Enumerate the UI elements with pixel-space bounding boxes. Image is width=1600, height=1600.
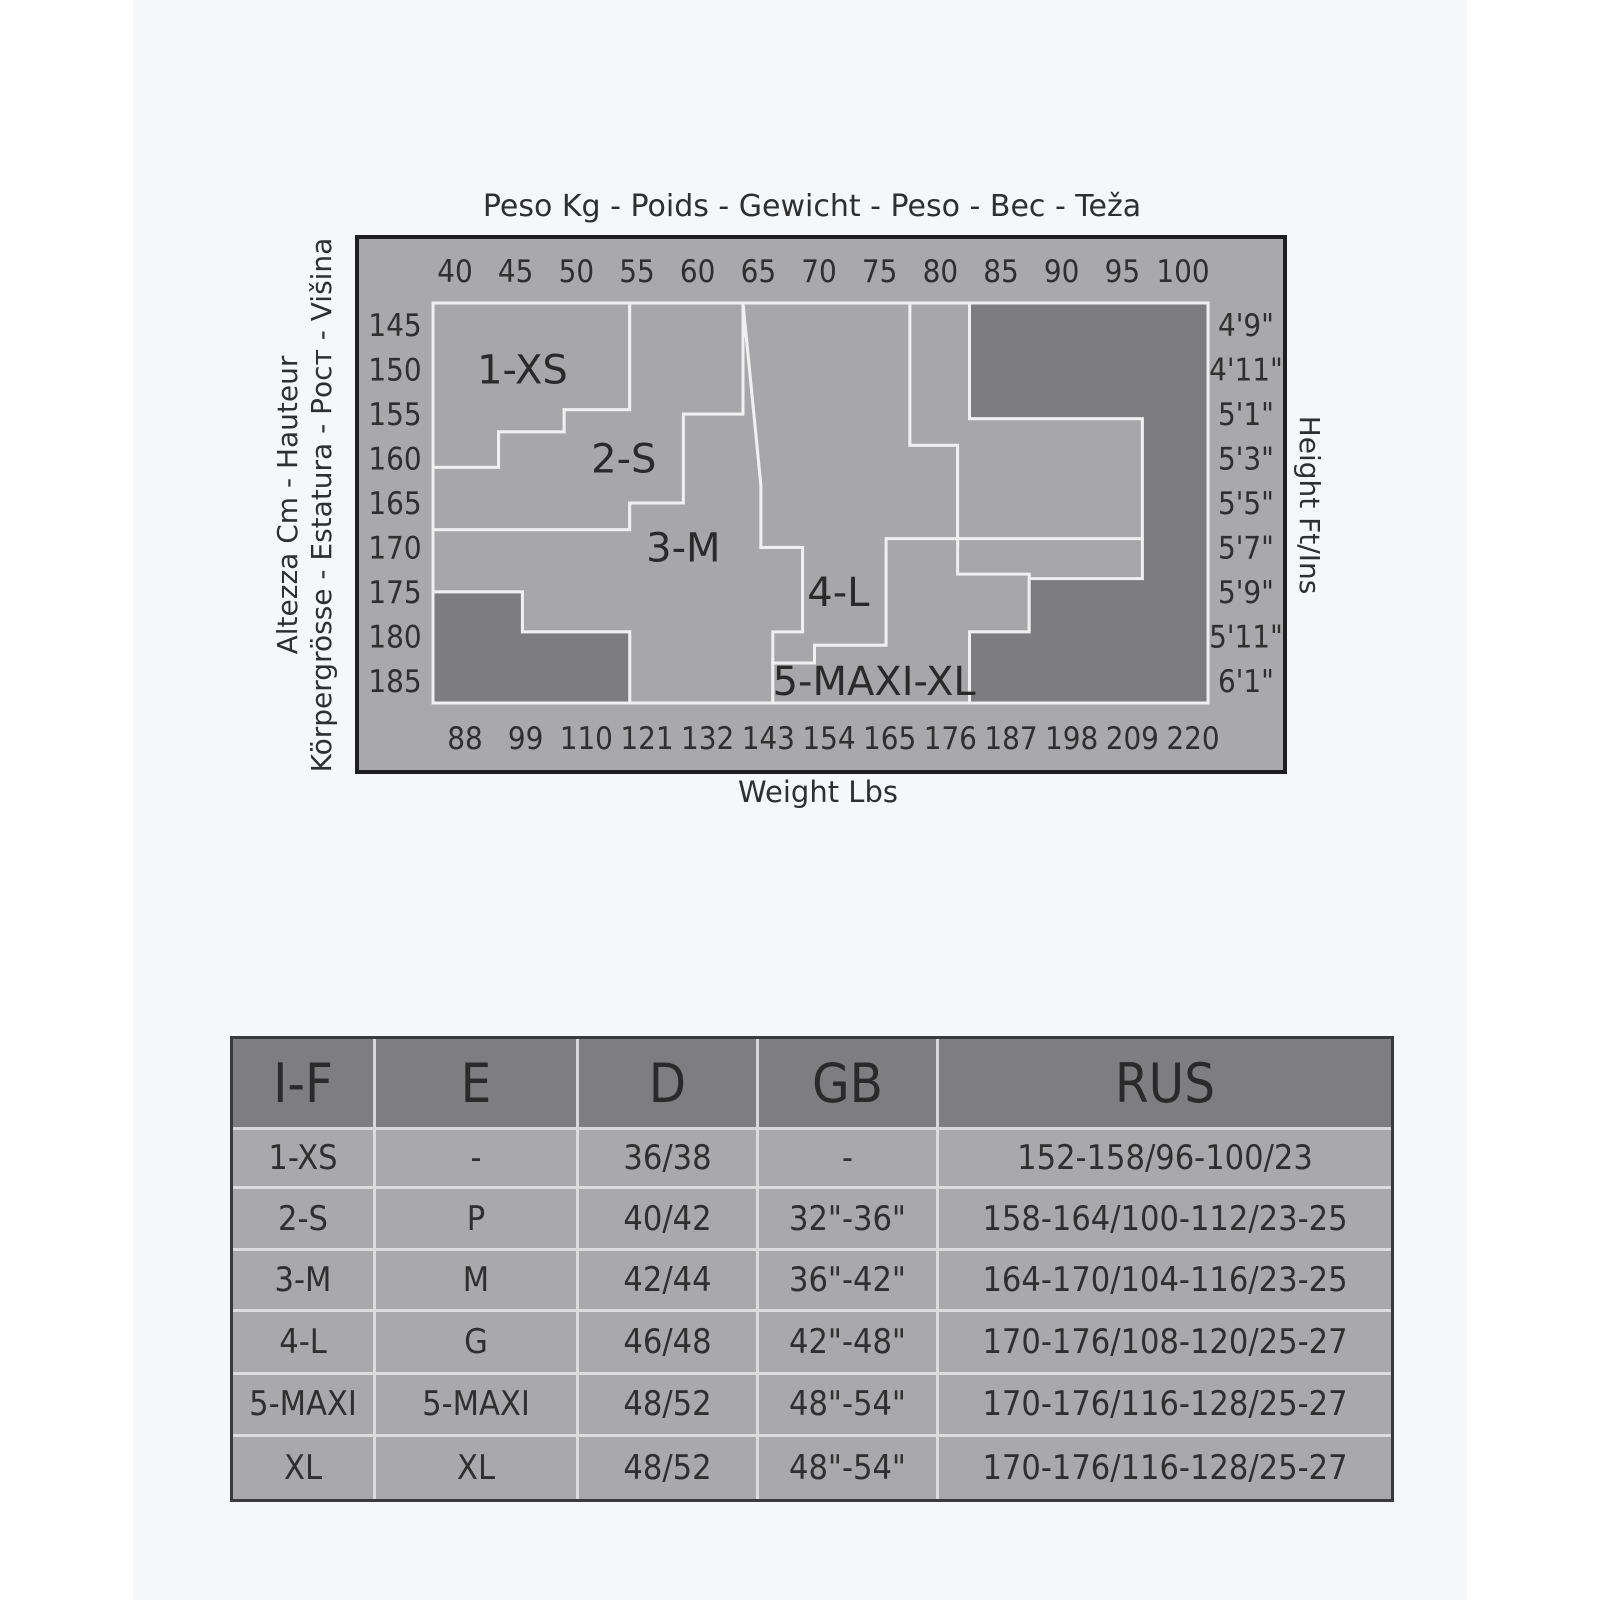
table-cell: 2-S <box>233 1189 376 1251</box>
x-tick-kg: 40 <box>437 254 473 290</box>
x-axis-label: Weight Lbs <box>738 775 898 809</box>
table-cell: - <box>376 1130 579 1189</box>
x-tick-kg: 65 <box>740 254 777 290</box>
table-cell: 48/52 <box>579 1437 759 1499</box>
table-row <box>233 1130 1391 1189</box>
table-cell: 3-M <box>233 1251 376 1312</box>
y-tick-ftin: 4'9" <box>1218 308 1274 345</box>
x-tick-kg: 90 <box>1043 254 1080 290</box>
x-tick-lbs: 121 <box>620 721 674 757</box>
table-row <box>233 1189 1391 1251</box>
table-cell: 152-158/96-100/23 <box>939 1130 1391 1189</box>
table-header-cell: D <box>579 1039 759 1130</box>
size-table <box>230 1036 1394 1502</box>
table-header-cell: GB <box>759 1039 939 1130</box>
y-tick-ftin: 5'9" <box>1218 574 1274 611</box>
x-tick-kg: 75 <box>861 254 898 290</box>
x-tick-kg: 55 <box>619 254 655 290</box>
x-tick-lbs: 176 <box>923 721 977 757</box>
table-cell: P <box>376 1189 579 1251</box>
table-header-row <box>233 1039 1391 1130</box>
table-header-cell: I-F <box>233 1039 376 1130</box>
region-label: 5-MAXI-XL <box>772 658 976 705</box>
table-cell: 48/52 <box>579 1375 759 1437</box>
table-header-cell: E <box>376 1039 579 1130</box>
region-label: 1-XS <box>477 347 568 394</box>
y-axis-label-right: Height Ft/Ins <box>1293 415 1326 595</box>
table-cell: 36"-42" <box>759 1251 939 1312</box>
y-tick-ftin: 6'1" <box>1218 663 1274 700</box>
y-tick-cm: 165 <box>368 486 422 522</box>
y-tick-cm: 170 <box>368 530 422 567</box>
x-tick-lbs: 99 <box>507 721 544 757</box>
y-tick-cm: 180 <box>368 619 422 656</box>
table-cell: XL <box>233 1437 376 1499</box>
table-cell: 5-MAXI <box>233 1375 376 1437</box>
region-label: 4-L <box>807 569 870 616</box>
x-tick-kg: 45 <box>497 254 534 290</box>
y-axis-label-left-line1: Altezza Cm - Hauteur <box>271 355 304 655</box>
table-row <box>233 1375 1391 1437</box>
table-cell: 170-176/108-120/25-27 <box>939 1312 1391 1374</box>
y-tick-ftin: 5'5" <box>1218 486 1274 522</box>
table-row <box>233 1437 1391 1499</box>
region-label: 2-S <box>591 436 657 483</box>
table-cell: 42/44 <box>579 1251 759 1312</box>
table-body <box>233 1130 1391 1499</box>
table-cell: 40/42 <box>579 1189 759 1251</box>
x-tick-lbs: 110 <box>559 721 613 757</box>
table-cell: 36/38 <box>579 1130 759 1189</box>
x-tick-kg: 100 <box>1156 254 1210 290</box>
y-tick-cm: 160 <box>368 441 422 478</box>
x-tick-lbs: 154 <box>802 721 856 757</box>
table-cell: 4-L <box>233 1312 376 1374</box>
table-cell: 48"-54" <box>759 1437 939 1499</box>
table-cell: 5-MAXI <box>376 1375 579 1437</box>
x-tick-lbs: 143 <box>741 721 795 757</box>
x-tick-lbs: 198 <box>1045 721 1099 757</box>
chart-title: Peso Kg - Poids - Gewicht - Peso - Bec - Teža <box>482 189 1142 224</box>
table-cell: XL <box>376 1437 579 1499</box>
x-tick-lbs: 209 <box>1105 721 1159 757</box>
y-tick-ftin: 4'11" <box>1209 352 1283 389</box>
table-cell: 32"-36" <box>759 1189 939 1251</box>
y-tick-ftin: 5'7" <box>1218 530 1274 567</box>
table-cell: 158-164/100-112/23-25 <box>939 1189 1391 1251</box>
y-tick-ftin: 5'1" <box>1218 397 1274 434</box>
region-label: 3-M <box>646 525 721 572</box>
table-cell: M <box>376 1251 579 1312</box>
x-tick-lbs: 88 <box>447 721 483 757</box>
regions-layer <box>433 303 1208 705</box>
y-axis-label-left-line2: Körpergrösse - Estatura - Рост - Višina <box>305 237 338 773</box>
x-tick-kg: 50 <box>558 254 595 290</box>
table-cell: 1-XS <box>233 1130 376 1189</box>
table-header-cell: RUS <box>939 1039 1391 1130</box>
x-tick-kg: 80 <box>922 254 959 290</box>
y-tick-ftin: 5'11" <box>1209 619 1283 656</box>
table-cell: 46/48 <box>579 1312 759 1374</box>
table-row <box>233 1251 1391 1312</box>
y-tick-ftin: 5'3" <box>1218 441 1274 478</box>
x-tick-lbs: 132 <box>681 721 735 757</box>
table-cell: - <box>759 1130 939 1189</box>
y-tick-cm: 150 <box>368 352 422 389</box>
table-cell: 170-176/116-128/25-27 <box>939 1437 1391 1499</box>
table-cell: G <box>376 1312 579 1374</box>
table-cell: 170-176/116-128/25-27 <box>939 1375 1391 1437</box>
x-tick-lbs: 220 <box>1166 721 1220 757</box>
x-tick-lbs: 187 <box>984 721 1038 757</box>
y-tick-cm: 175 <box>368 574 422 611</box>
table-row <box>233 1312 1391 1374</box>
x-tick-kg: 95 <box>1104 254 1141 290</box>
x-tick-kg: 85 <box>983 254 1019 290</box>
table-cell: 42"-48" <box>759 1312 939 1374</box>
y-tick-cm: 155 <box>368 397 422 434</box>
y-tick-cm: 145 <box>368 308 422 345</box>
x-tick-kg: 60 <box>679 254 716 290</box>
table-cell: 48"-54" <box>759 1375 939 1437</box>
x-tick-kg: 70 <box>801 254 837 290</box>
table-cell: 164-170/104-116/23-25 <box>939 1251 1391 1312</box>
y-tick-cm: 185 <box>368 663 422 700</box>
x-tick-lbs: 165 <box>863 721 917 757</box>
